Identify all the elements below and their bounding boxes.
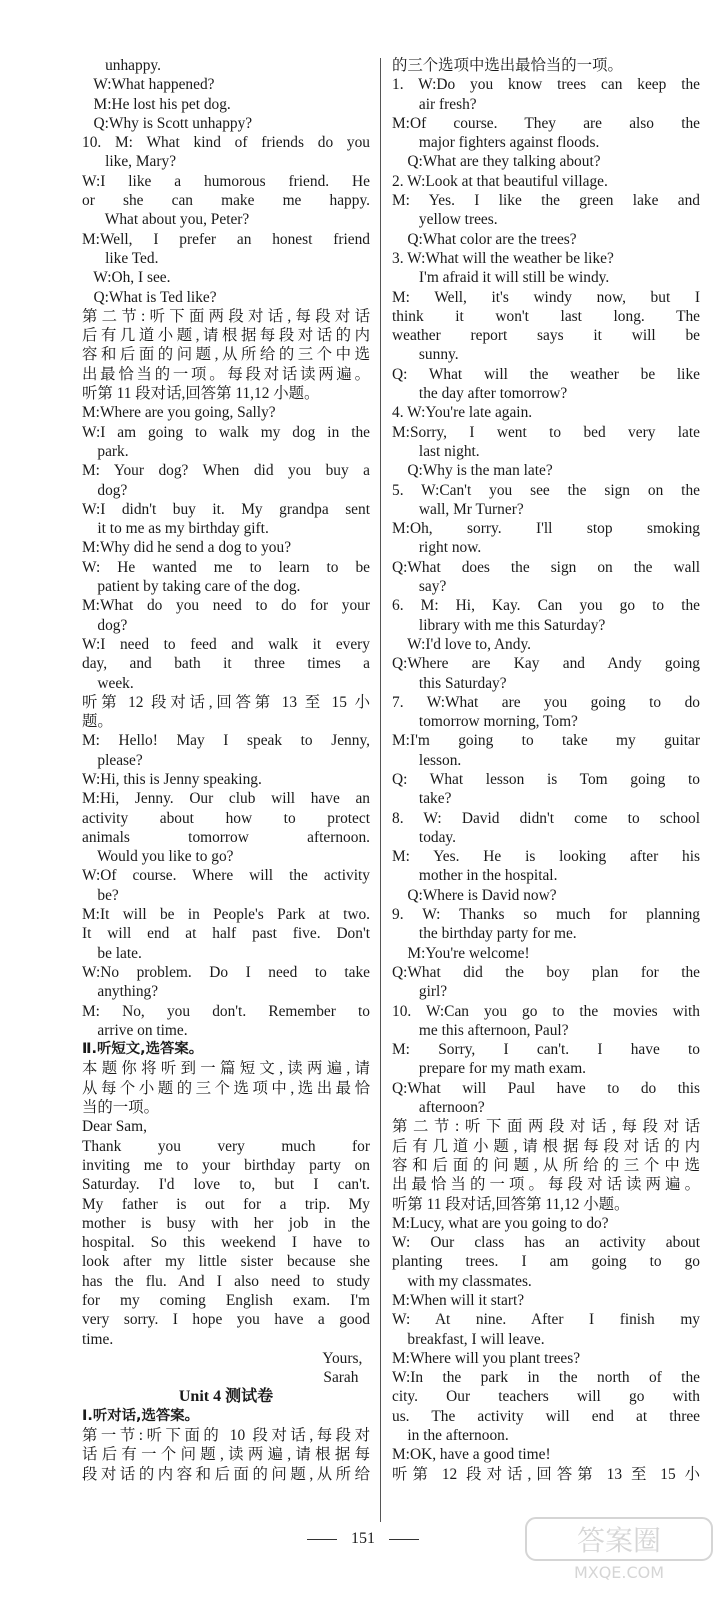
text-line: 6. M: Hi, Kay. Can you go to the: [392, 597, 700, 615]
text-line: My father is out for a trip. My: [82, 1195, 370, 1213]
text-line: M:I'm going to take my guitar: [392, 732, 700, 750]
text-line: take?: [392, 790, 452, 808]
text-line: W:What happened?: [82, 76, 215, 94]
text-line: me this afternoon, Paul?: [392, 1021, 569, 1039]
text-line: be?: [82, 886, 119, 904]
text-line: Q: What will the weather be like: [392, 365, 700, 383]
text-line: Q:What does the sign on the wall: [392, 558, 700, 576]
text-line: 段对话的内容和后面的问题,从所给: [82, 1465, 370, 1483]
text-line: arrive on time.: [82, 1021, 188, 1039]
text-line: dog?: [82, 481, 128, 499]
text-line: 后有几道小题,请根据每段对话的内: [82, 327, 370, 345]
text-line: like, Mary?: [82, 153, 177, 171]
text-line: Q:Where are Kay and Andy going: [392, 655, 700, 673]
text-line: city. Our teachers will go with: [392, 1388, 700, 1406]
text-line: M:Well, I prefer an honest friend: [82, 230, 370, 248]
text-line: Would you like to go?: [82, 848, 234, 866]
text-line: I'm afraid it will still be windy.: [392, 269, 610, 287]
text-line: W:I like a humorous friend. He: [82, 172, 370, 190]
text-line: Q:What did the boy plan for the: [392, 963, 700, 981]
text-line: 当的一项。: [82, 1099, 159, 1117]
text-line: please?: [82, 751, 143, 769]
text-line: mother in the hospital.: [392, 867, 558, 885]
text-line: animals tomorrow afternoon.: [82, 828, 370, 846]
text-line: very sorry. I hope you have a good: [82, 1311, 370, 1329]
text-line: 第二节:听下面两段对话,每段对话: [82, 307, 370, 325]
text-line: M:Where are you going, Sally?: [82, 404, 276, 422]
text-line: M: Hello! May I speak to Jenny,: [82, 732, 370, 750]
text-line: us. The activity will end at three: [392, 1407, 700, 1425]
text-line: M: Your dog? When did you buy a: [82, 462, 370, 480]
text-line: M:Sorry, I went to bed very late: [392, 423, 700, 441]
text-line: M:Why did he send a dog to you?: [82, 539, 292, 557]
text-line: be late.: [82, 944, 142, 962]
text-line: library with me this Saturday?: [392, 616, 606, 634]
text-line: 5. W:Can't you see the sign on the: [392, 481, 700, 499]
text-line: Q:What are they talking about?: [392, 153, 601, 171]
text-line: M:He lost his pet dog.: [82, 95, 231, 113]
text-line: 2. W:Look at that beautiful village.: [392, 172, 608, 190]
text-line: 1. W:Do you know trees can keep the: [392, 76, 700, 94]
text-line: planting trees. I am going to go: [392, 1253, 700, 1271]
text-line: yellow trees.: [392, 211, 498, 229]
text-line: lesson.: [392, 751, 462, 769]
watermark-text: 答案圈: [576, 1524, 662, 1557]
text-line: or she can make me happy.: [82, 192, 370, 210]
text-line: W:I need to feed and walk it every: [82, 635, 370, 653]
text-line: M:Lucy, what are you going to do?: [392, 1214, 609, 1232]
text-line: W:I'd love to, Andy.: [392, 635, 531, 653]
column-divider: [380, 58, 381, 1522]
text-line: Saturday. I'd love to, but I can't.: [82, 1176, 370, 1194]
text-line: Q:Why is the man late?: [392, 462, 553, 480]
text-line: 听第 12 段对话,回答第 13 至 15 小: [392, 1465, 700, 1483]
text-line: 第一节:听下面的 10 段对话,每段对: [82, 1427, 370, 1445]
text-line: last night.: [392, 442, 480, 460]
text-line: M: Sorry, I can't. I have to: [392, 1041, 700, 1059]
text-line: M: No, you don't. Remember to: [82, 1002, 370, 1020]
text-line: dog?: [82, 616, 128, 634]
text-line: W:No problem. Do I need to take: [82, 963, 370, 981]
text-line: tomorrow morning, Tom?: [392, 713, 578, 731]
text-line: W: Our class has an activity about: [392, 1234, 700, 1252]
text-line: has the flu. And I also need to study: [82, 1272, 370, 1290]
text-line: air fresh?: [392, 95, 477, 113]
text-line: 本题你将听到一篇短文,读两遍,请: [82, 1060, 370, 1078]
text-line: day, and bath it three times a: [82, 655, 370, 673]
text-line: It will end at half past five. Don't: [82, 925, 370, 943]
text-line: Q: What lesson is Tom going to: [392, 770, 700, 788]
text-line: M:When will it start?: [392, 1292, 525, 1309]
text-line: unhappy.: [82, 57, 161, 74]
text-line: M: Yes. I like the green lake and: [392, 192, 700, 210]
text-line: Sarah: [323, 1369, 370, 1387]
text-line: M:It will be in People's Park at two.: [82, 906, 370, 924]
text-line: in the afternoon.: [392, 1427, 509, 1445]
text-line: hospital. So this weekend I have to: [82, 1234, 370, 1252]
text-line: Yours,: [322, 1349, 370, 1367]
text-line: 话后有一个问题,读两遍,请根据每: [82, 1446, 370, 1464]
text-line: 10. M: What kind of friends do you: [82, 134, 370, 152]
text-line: W: He wanted me to learn to be: [82, 558, 370, 576]
text-line: patient by taking care of the dog.: [82, 578, 301, 596]
text-line: wall, Mr Turner?: [392, 500, 524, 518]
text-line: breakfast, I will leave.: [392, 1330, 545, 1348]
text-line: 题。: [82, 713, 113, 731]
text-line: 容和后面的问题,从所给的三个中选: [392, 1156, 700, 1174]
text-line: M:Where will you plant trees?: [392, 1349, 581, 1367]
text-line: W:Hi, this is Jenny speaking.: [82, 770, 262, 788]
text-line: Dear Sam,: [82, 1118, 147, 1136]
text-line: say?: [392, 578, 447, 596]
text-line: M: Well, it's windy now, but I: [392, 288, 700, 306]
text-line: 的三个选项中选出最恰当的一项。: [392, 57, 623, 74]
text-line: 后有几道小题,请根据每段对话的内: [392, 1137, 700, 1155]
text-line: like Ted.: [82, 249, 159, 267]
text-line: What about you, Peter?: [82, 211, 250, 229]
text-line: Q:What will Paul have to do this: [392, 1079, 700, 1097]
text-line: sunny.: [392, 346, 459, 364]
text-line: 听第 11 段对话,回答第 11,12 小题。: [392, 1195, 630, 1213]
text-line: Q:Why is Scott unhappy?: [82, 114, 253, 132]
text-line: week.: [82, 674, 134, 692]
text-line: Q:What color are the trees?: [392, 230, 577, 248]
text-line: 容和后面的问题,从所给的三个中选: [82, 346, 370, 364]
text-line: Q:Where is David now?: [392, 886, 557, 904]
text-line: 出最恰当的一项。每段对话读两遍。: [82, 365, 370, 383]
text-line: right now.: [392, 539, 482, 557]
text-line: inviting me to your birthday party on: [82, 1156, 370, 1174]
text-line: W:In the park in the north of the: [392, 1369, 700, 1387]
text-line: Unit 4 测试卷: [178, 1388, 274, 1406]
text-line: M:You're welcome!: [392, 944, 530, 962]
text-line: Thank you very much for: [82, 1137, 370, 1155]
watermark-logo: [524, 1516, 714, 1582]
text-line: 8. W: David didn't come to school: [392, 809, 700, 827]
text-line: activity about how to protect: [82, 809, 370, 827]
text-line: M:OK, have a good time!: [392, 1446, 551, 1464]
text-line: W:Oh, I see.: [82, 269, 171, 287]
text-line: 4. W:You're late again.: [392, 404, 533, 422]
text-line: for my coming English exam. I'm: [82, 1292, 370, 1309]
text-line: major fighters against floods.: [392, 134, 600, 152]
text-line: 第二节:听下面两段对话,每段对话: [392, 1118, 700, 1136]
text-line: W:I didn't buy it. My grandpa sent: [82, 500, 370, 518]
text-line: mother is busy with her job in the: [82, 1214, 370, 1232]
text-line: M: Yes. He is looking after his: [392, 848, 700, 866]
text-line: 出最恰当的一项。每段对话读两遍。: [392, 1176, 700, 1194]
right-column: [392, 56, 700, 1484]
text-line: think it won't last long. The: [392, 307, 700, 325]
text-line: time.: [82, 1330, 114, 1348]
text-line: Ⅱ.听短文,选答案。: [82, 1041, 204, 1058]
text-line: W:Of course. Where will the activity: [82, 867, 370, 885]
left-column: [82, 56, 370, 1484]
text-line: prepare for my math exam.: [392, 1060, 587, 1078]
text-line: the birthday party for me.: [392, 925, 577, 943]
text-line: 听第 11 段对话,回答第 11,12 小题。: [82, 385, 320, 403]
text-line: afternoon?: [392, 1099, 485, 1117]
text-line: W:I am going to walk my dog in the: [82, 423, 370, 441]
text-line: this Saturday?: [392, 674, 507, 692]
text-line: 从每个小题的三个选项中,选出最恰: [82, 1079, 370, 1097]
text-line: 3. W:What will the weather be like?: [392, 249, 614, 267]
text-line: anything?: [82, 983, 159, 1001]
text-line: M:What do you need to do for your: [82, 597, 370, 615]
text-line: the day after tomorrow?: [392, 385, 568, 403]
text-line: look after my little sister because she: [82, 1253, 370, 1271]
text-line: 9. W: Thanks so much for planning: [392, 906, 700, 924]
text-line: M:Hi, Jenny. Our club will have an: [82, 790, 370, 808]
text-line: M:Oh, sorry. I'll stop smoking: [392, 520, 700, 538]
text-line: it to me as my birthday gift.: [82, 520, 269, 538]
text-line: weather report says it will be: [392, 327, 700, 345]
watermark-subtext: MXQE.COM: [573, 1563, 665, 1582]
page-number-text: 151: [351, 1530, 375, 1547]
text-line: 7. W:What are you going to do: [392, 693, 700, 711]
text-line: 10. W:Can you go to the movies with: [392, 1002, 700, 1020]
text-line: today.: [392, 828, 456, 846]
text-line: W: At nine. After I finish my: [392, 1311, 700, 1329]
text-line: Ⅰ.听对话,选答案。: [82, 1407, 200, 1424]
text-line: girl?: [392, 983, 448, 1001]
text-line: park.: [82, 442, 129, 460]
text-line: Q:What is Ted like?: [82, 288, 217, 306]
text-line: with my classmates.: [392, 1272, 532, 1290]
text-line: 听第 12 段对话,回答第 13 至 15 小: [82, 693, 370, 711]
text-line: M:Of course. They are also the: [392, 114, 700, 132]
